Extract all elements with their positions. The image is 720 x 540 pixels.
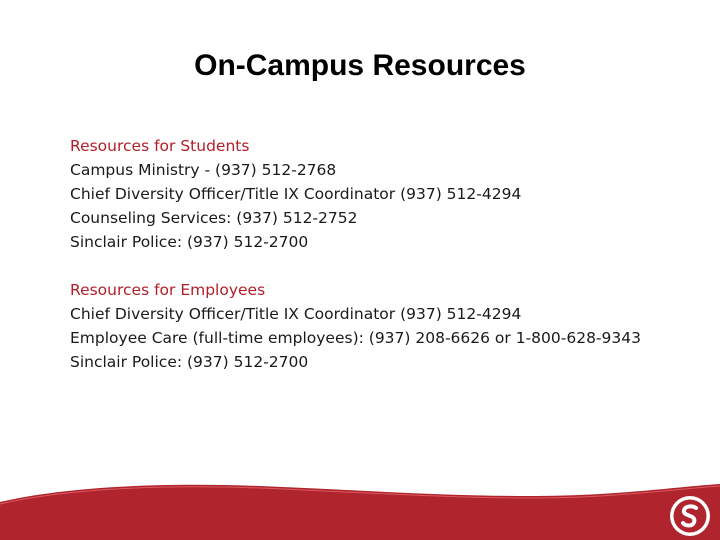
- students-item-diversity-officer: Chief Diversity Officer/Title IX Coordinator (937) 512-4294: [70, 185, 522, 203]
- resources-content: [70, 134, 710, 398]
- students-item-campus-ministry: Campus Ministry - (937) 512-2768: [70, 161, 337, 179]
- employees-heading: Resources for Employees: [70, 281, 266, 299]
- students-item-counseling: Counseling Services: (937) 512-2752: [70, 209, 358, 227]
- employees-item-diversity-officer: Chief Diversity Officer/Title IX Coordinator (937) 512-4294: [70, 305, 522, 323]
- employees-item-employee-care: Employee Care (full-time employees): (937) 208-6626 or 1-800-628-9343: [70, 329, 641, 347]
- students-heading: Resources for Students: [70, 137, 250, 155]
- employees-section: [70, 278, 710, 374]
- footer-swoosh-band: [0, 480, 720, 540]
- sinclair-s-logo-icon: [668, 494, 712, 538]
- students-item-police: Sinclair Police: (937) 512-2700: [70, 233, 309, 251]
- slide-title: On-Campus Resources: [194, 49, 526, 82]
- employees-item-police: Sinclair Police: (937) 512-2700: [70, 353, 309, 371]
- students-section: [70, 134, 710, 254]
